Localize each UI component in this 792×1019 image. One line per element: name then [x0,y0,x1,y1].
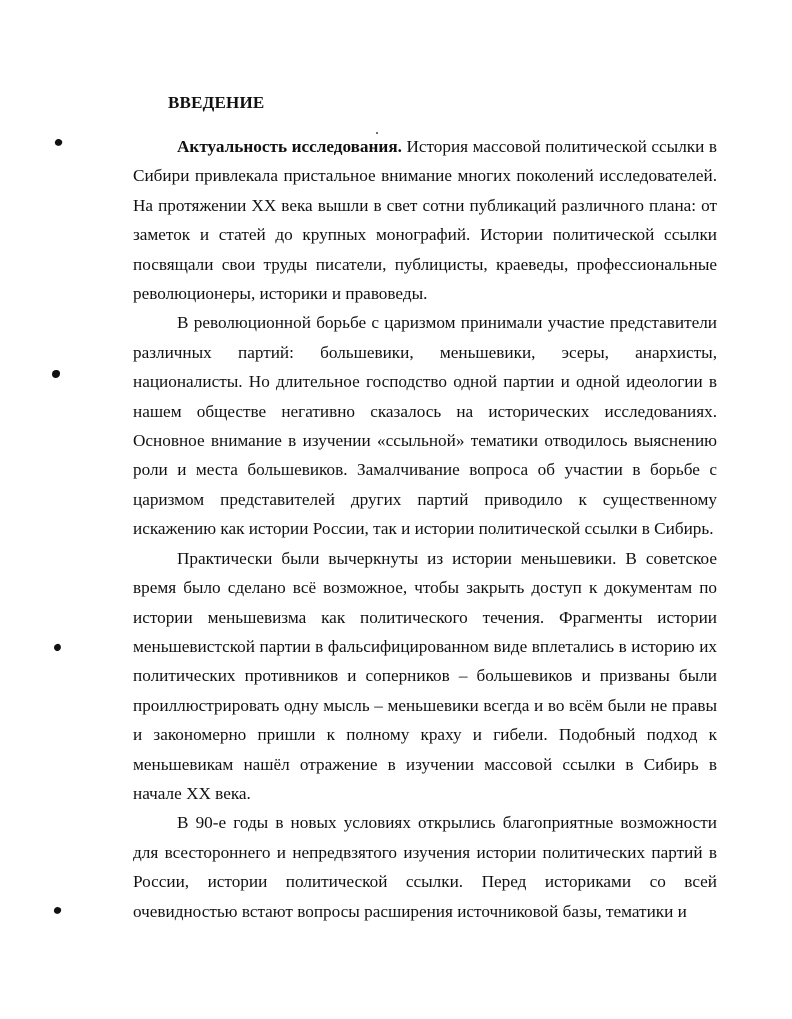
paragraph-text: В революционной борьбе с царизмом принимали участие представители различных партий: большевики, меньшевики, эсеры, анархисты, националисты. Но длительное господство одной партии и одной идеологии в нашем обществе негативно сказалось на исторических исследованиях. Основное внимание в изучении «ссыльной» тематики отводилось выяснению роли и места большевиков. Замалчивание вопроса об участии в борьбе с царизмом представителей других партий приводило к существенному искажению как истории России, так и истории политической ссылки в Сибирь. [133,313,717,539]
paragraph-4 [133,808,717,926]
scan-mark [53,643,62,652]
paragraph-text: Практически были вычеркнуты из истории меньшевики. В советское время было сделано всё возможное, чтобы закрыть доступ к документам по истории меньшевизма как политического течения. Фрагменты истории меньшевистской партии в фальсифицированном виде вплетались в историю их политических противников и соперников – большевиков и призваны были проиллюстрировать одну мысль – меньшевики всегда и во всём были не правы и закономерно пришли к полному краху и гибели. Подобный подход к меньшевикам нашёл отражение в изучении массовой ссылки в Сибирь в начале XX века. [133,548,717,803]
scan-mark [52,370,60,378]
paragraph-2 [133,308,717,543]
section-heading: ВВЕДЕНИЕ [168,93,265,112]
scan-mark [54,138,64,148]
paragraph-text: История массовой политической ссылки в Сибири привлекала пристальное внимание многих поколений исследователей. На протяжении XX века вышли в свет сотни публикаций различного плана: от заметок и статей до крупных монографий. Истории политической ссылки посвящали свои труды писатели, публицисты, краеведы, профессиональные революционеры, историки и правоведы. [133,137,717,304]
paragraph-lead: Актуальность исследования. [177,137,402,156]
body-text [133,132,717,926]
paragraph-text: В 90-е годы в новых условиях открылись благоприятные возможности для всестороннего и непредвзятого изучения истории политических партий в России, истории политической ссылки. Перед историками со всей очевидностью встают вопросы расширения источниковой базы, тематики и [133,813,717,921]
paragraph-3 [133,544,717,809]
scan-mark [53,906,62,915]
paragraph-1 [133,132,717,308]
